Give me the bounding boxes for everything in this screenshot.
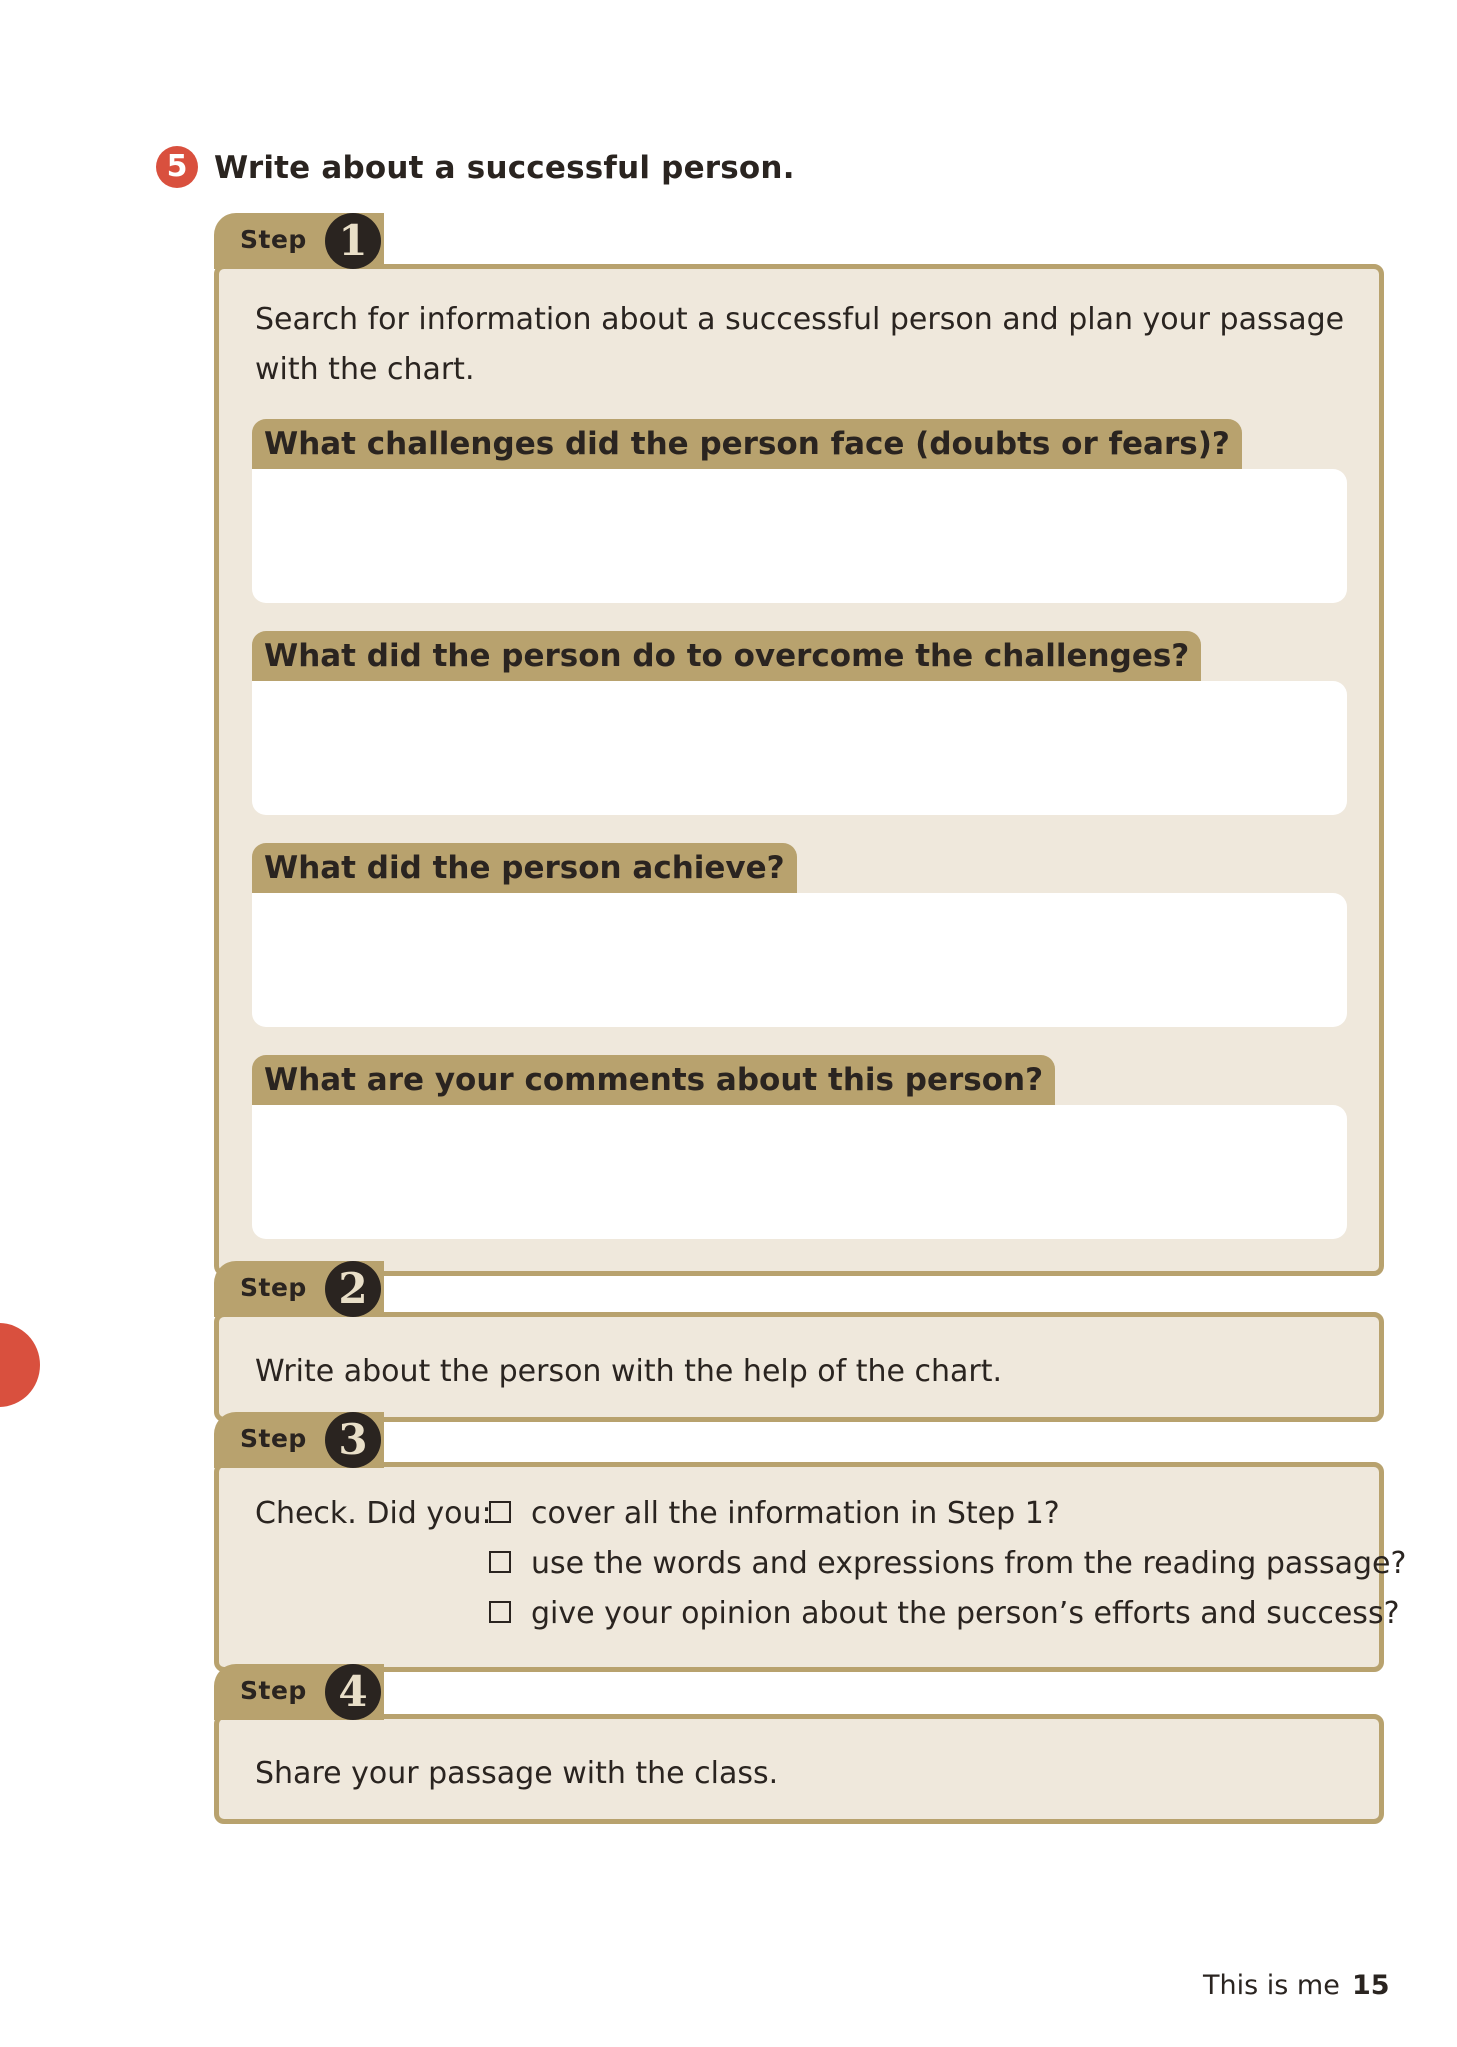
checklist-item bbox=[489, 1489, 1060, 1539]
question-label-achieve: What did the person achieve? bbox=[252, 843, 797, 893]
checklist-item-text: use the words and expressions from the reading passage? bbox=[531, 1546, 1407, 1581]
step-label: Step bbox=[240, 1424, 307, 1453]
answer-box-challenges[interactable] bbox=[252, 469, 1347, 603]
checklist-item bbox=[489, 1539, 1406, 1589]
step-3-prompt: Check. Did you: bbox=[255, 1496, 492, 1531]
exercise-number-badge: 5 bbox=[156, 146, 198, 188]
step-number-badge: 4 bbox=[325, 1664, 381, 1720]
checkbox[interactable] bbox=[489, 1551, 511, 1573]
checkbox[interactable] bbox=[489, 1601, 511, 1623]
step-number-badge: 1 bbox=[325, 213, 381, 269]
exercise-title: Write about a successful person. bbox=[214, 150, 795, 186]
step-1-tab bbox=[214, 213, 384, 269]
step-number-badge: 2 bbox=[325, 1261, 381, 1317]
question-label-comments: What are your comments about this person? bbox=[252, 1055, 1055, 1105]
step-number-badge: 3 bbox=[325, 1412, 381, 1468]
step-4-tab bbox=[214, 1664, 384, 1720]
step-2-instruction: Write about the person with the help of the chart. bbox=[255, 1354, 1003, 1389]
step-label: Step bbox=[240, 1273, 307, 1302]
step-2-panel bbox=[214, 1312, 1384, 1422]
step-label: Step bbox=[240, 225, 307, 254]
checkbox[interactable] bbox=[489, 1501, 511, 1523]
question-label-challenges: What challenges did the person face (doubts or fears)? bbox=[252, 419, 1242, 469]
step-label: Step bbox=[240, 1676, 307, 1705]
checklist-item bbox=[489, 1589, 1400, 1639]
step-3-tab bbox=[214, 1412, 384, 1468]
answer-box-achieve[interactable] bbox=[252, 893, 1347, 1027]
footer-page-number: 15 bbox=[1352, 1970, 1390, 2001]
answer-box-overcome[interactable] bbox=[252, 681, 1347, 815]
step-4-instruction: Share your passage with the class. bbox=[255, 1756, 779, 1791]
step-4-panel bbox=[214, 1714, 1384, 1824]
checklist-item-text: give your opinion about the person’s efforts and success? bbox=[531, 1596, 1400, 1631]
step-1-instruction-line-2: with the chart. bbox=[255, 352, 475, 387]
answer-box-comments[interactable] bbox=[252, 1105, 1347, 1239]
footer-unit-title: This is me bbox=[1203, 1970, 1340, 2001]
step-1-instruction-line-1: Search for information about a successful person and plan your passage bbox=[255, 302, 1345, 337]
step-2-tab bbox=[214, 1261, 384, 1317]
question-label-overcome: What did the person do to overcome the challenges? bbox=[252, 631, 1201, 681]
checklist-item-text: cover all the information in Step 1? bbox=[531, 1496, 1060, 1531]
page-edge-tab bbox=[0, 1323, 40, 1407]
